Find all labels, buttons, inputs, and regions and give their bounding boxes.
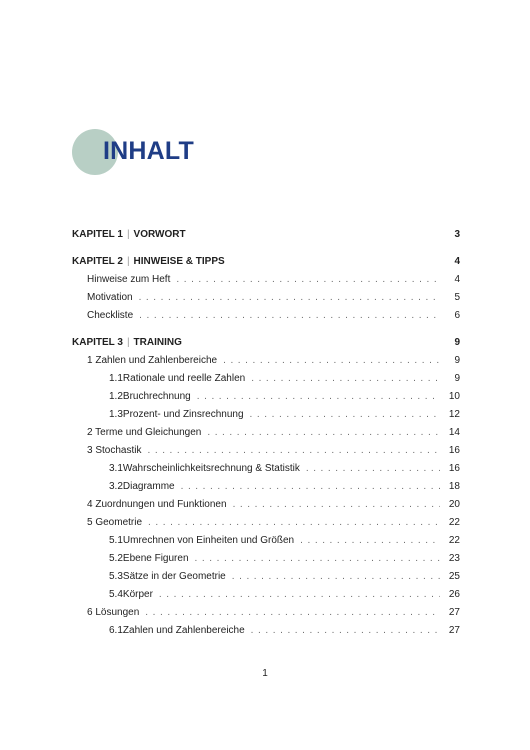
toc-page-number: 4 bbox=[454, 274, 460, 285]
toc-page-number: 6 bbox=[454, 310, 460, 321]
toc-dot-leader bbox=[250, 406, 440, 424]
toc-dot-leader bbox=[147, 442, 440, 460]
toc-section-number: 1.2 bbox=[109, 391, 123, 402]
toc-entry-label: 3 Stochastik bbox=[87, 445, 142, 456]
toc-dot-leader bbox=[207, 424, 440, 442]
toc-dot-leader bbox=[181, 478, 440, 496]
toc-entry-label: 6 Lösungen bbox=[87, 607, 140, 618]
toc-chapter-row[interactable] bbox=[72, 253, 460, 271]
toc-section-number: 5.1 bbox=[109, 535, 123, 546]
toc-entry-label: Hinweise zum Heft bbox=[87, 274, 171, 285]
toc-chapter-name: HINWEISE & TIPPS bbox=[133, 256, 225, 267]
toc-section-number: 6.1 bbox=[109, 625, 123, 636]
toc-page-number: 16 bbox=[448, 463, 460, 474]
toc-entry-row[interactable] bbox=[72, 406, 460, 424]
toc-entry-row[interactable] bbox=[72, 352, 460, 370]
toc-entry-row[interactable] bbox=[72, 586, 460, 604]
toc-dot-leader bbox=[139, 307, 440, 325]
toc-dot-leader bbox=[251, 370, 440, 388]
toc-dot-leader bbox=[159, 586, 440, 604]
toc-page-number: 18 bbox=[448, 481, 460, 492]
toc-chapter-number: KAPITEL 3 bbox=[72, 337, 123, 348]
toc-page-number: 27 bbox=[448, 607, 460, 618]
toc-chapter-separator: | bbox=[126, 256, 130, 267]
toc-entry-row[interactable] bbox=[72, 514, 460, 532]
toc-entry-label: Diagramme bbox=[122, 481, 175, 492]
toc-page-number: 14 bbox=[448, 427, 460, 438]
toc-chapter-name: VORWORT bbox=[133, 229, 186, 240]
toc-entry-label: Rationale und reelle Zahlen bbox=[122, 373, 246, 384]
toc-entry-label: Checkliste bbox=[87, 310, 134, 321]
toc-dot-leader bbox=[232, 568, 440, 586]
toc-dot-leader bbox=[251, 622, 440, 640]
toc-page-number: 20 bbox=[448, 499, 460, 510]
toc-page-number: 9 bbox=[454, 337, 460, 348]
table-of-contents bbox=[72, 226, 460, 640]
toc-entry-label: Bruchrechnung bbox=[122, 391, 191, 402]
toc-entry-row[interactable] bbox=[72, 307, 460, 325]
toc-entry-label: Prozent- und Zinsrechnung bbox=[122, 409, 244, 420]
toc-section-number: 5.2 bbox=[109, 553, 123, 564]
toc-page-number: 9 bbox=[454, 373, 460, 384]
toc-entry-label: 5 Geometrie bbox=[87, 517, 143, 528]
toc-dot-leader bbox=[300, 532, 440, 550]
toc-page-number: 10 bbox=[448, 391, 460, 402]
toc-page-number: 12 bbox=[448, 409, 460, 420]
toc-dot-leader bbox=[148, 514, 440, 532]
toc-page-number: 27 bbox=[448, 625, 460, 636]
toc-chapter-name: TRAINING bbox=[133, 337, 182, 348]
toc-entry-row[interactable] bbox=[72, 622, 460, 640]
toc-entry-label: 1 Zahlen und Zahlenbereiche bbox=[87, 355, 218, 366]
toc-entry-label: Motivation bbox=[87, 292, 133, 303]
toc-dot-leader bbox=[197, 388, 440, 406]
toc-dot-leader bbox=[145, 604, 440, 622]
toc-entry-label: 2 Terme und Gleichungen bbox=[87, 427, 202, 438]
toc-entry-row[interactable] bbox=[72, 289, 460, 307]
page-title: INHALT bbox=[103, 137, 194, 165]
toc-entry-row[interactable] bbox=[72, 604, 460, 622]
toc-entry-label: 4 Zuordnungen und Funktionen bbox=[87, 499, 227, 510]
toc-dot-leader bbox=[176, 271, 440, 289]
toc-page-number: 16 bbox=[448, 445, 460, 456]
toc-dot-leader bbox=[139, 289, 440, 307]
toc-section-number: 5.3 bbox=[109, 571, 123, 582]
toc-page-number: 23 bbox=[448, 553, 460, 564]
toc-entry-label: Umrechnen von Einheiten und Größen bbox=[122, 535, 295, 546]
toc-section-number: 5.4 bbox=[109, 589, 123, 600]
toc-chapter-separator: | bbox=[126, 337, 130, 348]
toc-page-number: 5 bbox=[454, 292, 460, 303]
toc-entry-row[interactable] bbox=[72, 550, 460, 568]
toc-page-number: 9 bbox=[454, 355, 460, 366]
toc-entry-row[interactable] bbox=[72, 460, 460, 478]
toc-chapter-row[interactable] bbox=[72, 226, 460, 244]
toc-section-number: 1.3 bbox=[109, 409, 123, 420]
toc-page-number: 4 bbox=[454, 256, 460, 267]
toc-entry-row[interactable] bbox=[72, 370, 460, 388]
toc-page-number: 22 bbox=[448, 535, 460, 546]
toc-entry-row[interactable] bbox=[72, 442, 460, 460]
toc-section-number: 3.2 bbox=[109, 481, 123, 492]
toc-chapter-row[interactable] bbox=[72, 334, 460, 352]
toc-entry-row[interactable] bbox=[72, 568, 460, 586]
toc-entry-label: Wahrscheinlichkeitsrechnung & Statistik bbox=[122, 463, 300, 474]
toc-page-number: 26 bbox=[448, 589, 460, 600]
toc-chapter-number: KAPITEL 1 bbox=[72, 229, 123, 240]
toc-section-number: 1.1 bbox=[109, 373, 123, 384]
toc-entry-row[interactable] bbox=[72, 388, 460, 406]
toc-dot-leader bbox=[195, 550, 440, 568]
toc-chapter-number: KAPITEL 2 bbox=[72, 256, 123, 267]
toc-entry-label: Ebene Figuren bbox=[122, 553, 189, 564]
page-number: 1 bbox=[262, 668, 268, 679]
toc-section-number: 3.1 bbox=[109, 463, 123, 474]
toc-page-number: 3 bbox=[454, 229, 460, 240]
toc-chapter-separator: | bbox=[126, 229, 130, 240]
toc-entry-row[interactable] bbox=[72, 271, 460, 289]
toc-dot-leader bbox=[233, 496, 440, 514]
toc-entry-row[interactable] bbox=[72, 424, 460, 442]
toc-page-number: 22 bbox=[448, 517, 460, 528]
toc-entry-row[interactable] bbox=[72, 496, 460, 514]
toc-entry-row[interactable] bbox=[72, 478, 460, 496]
toc-entry-label: Körper bbox=[122, 589, 153, 600]
toc-page-number: 25 bbox=[448, 571, 460, 582]
toc-entry-label: Zahlen und Zahlenbereiche bbox=[122, 625, 245, 636]
toc-entry-row[interactable] bbox=[72, 532, 460, 550]
toc-dot-leader bbox=[306, 460, 440, 478]
toc-entry-label: Sätze in der Geometrie bbox=[122, 571, 226, 582]
toc-dot-leader bbox=[223, 352, 440, 370]
